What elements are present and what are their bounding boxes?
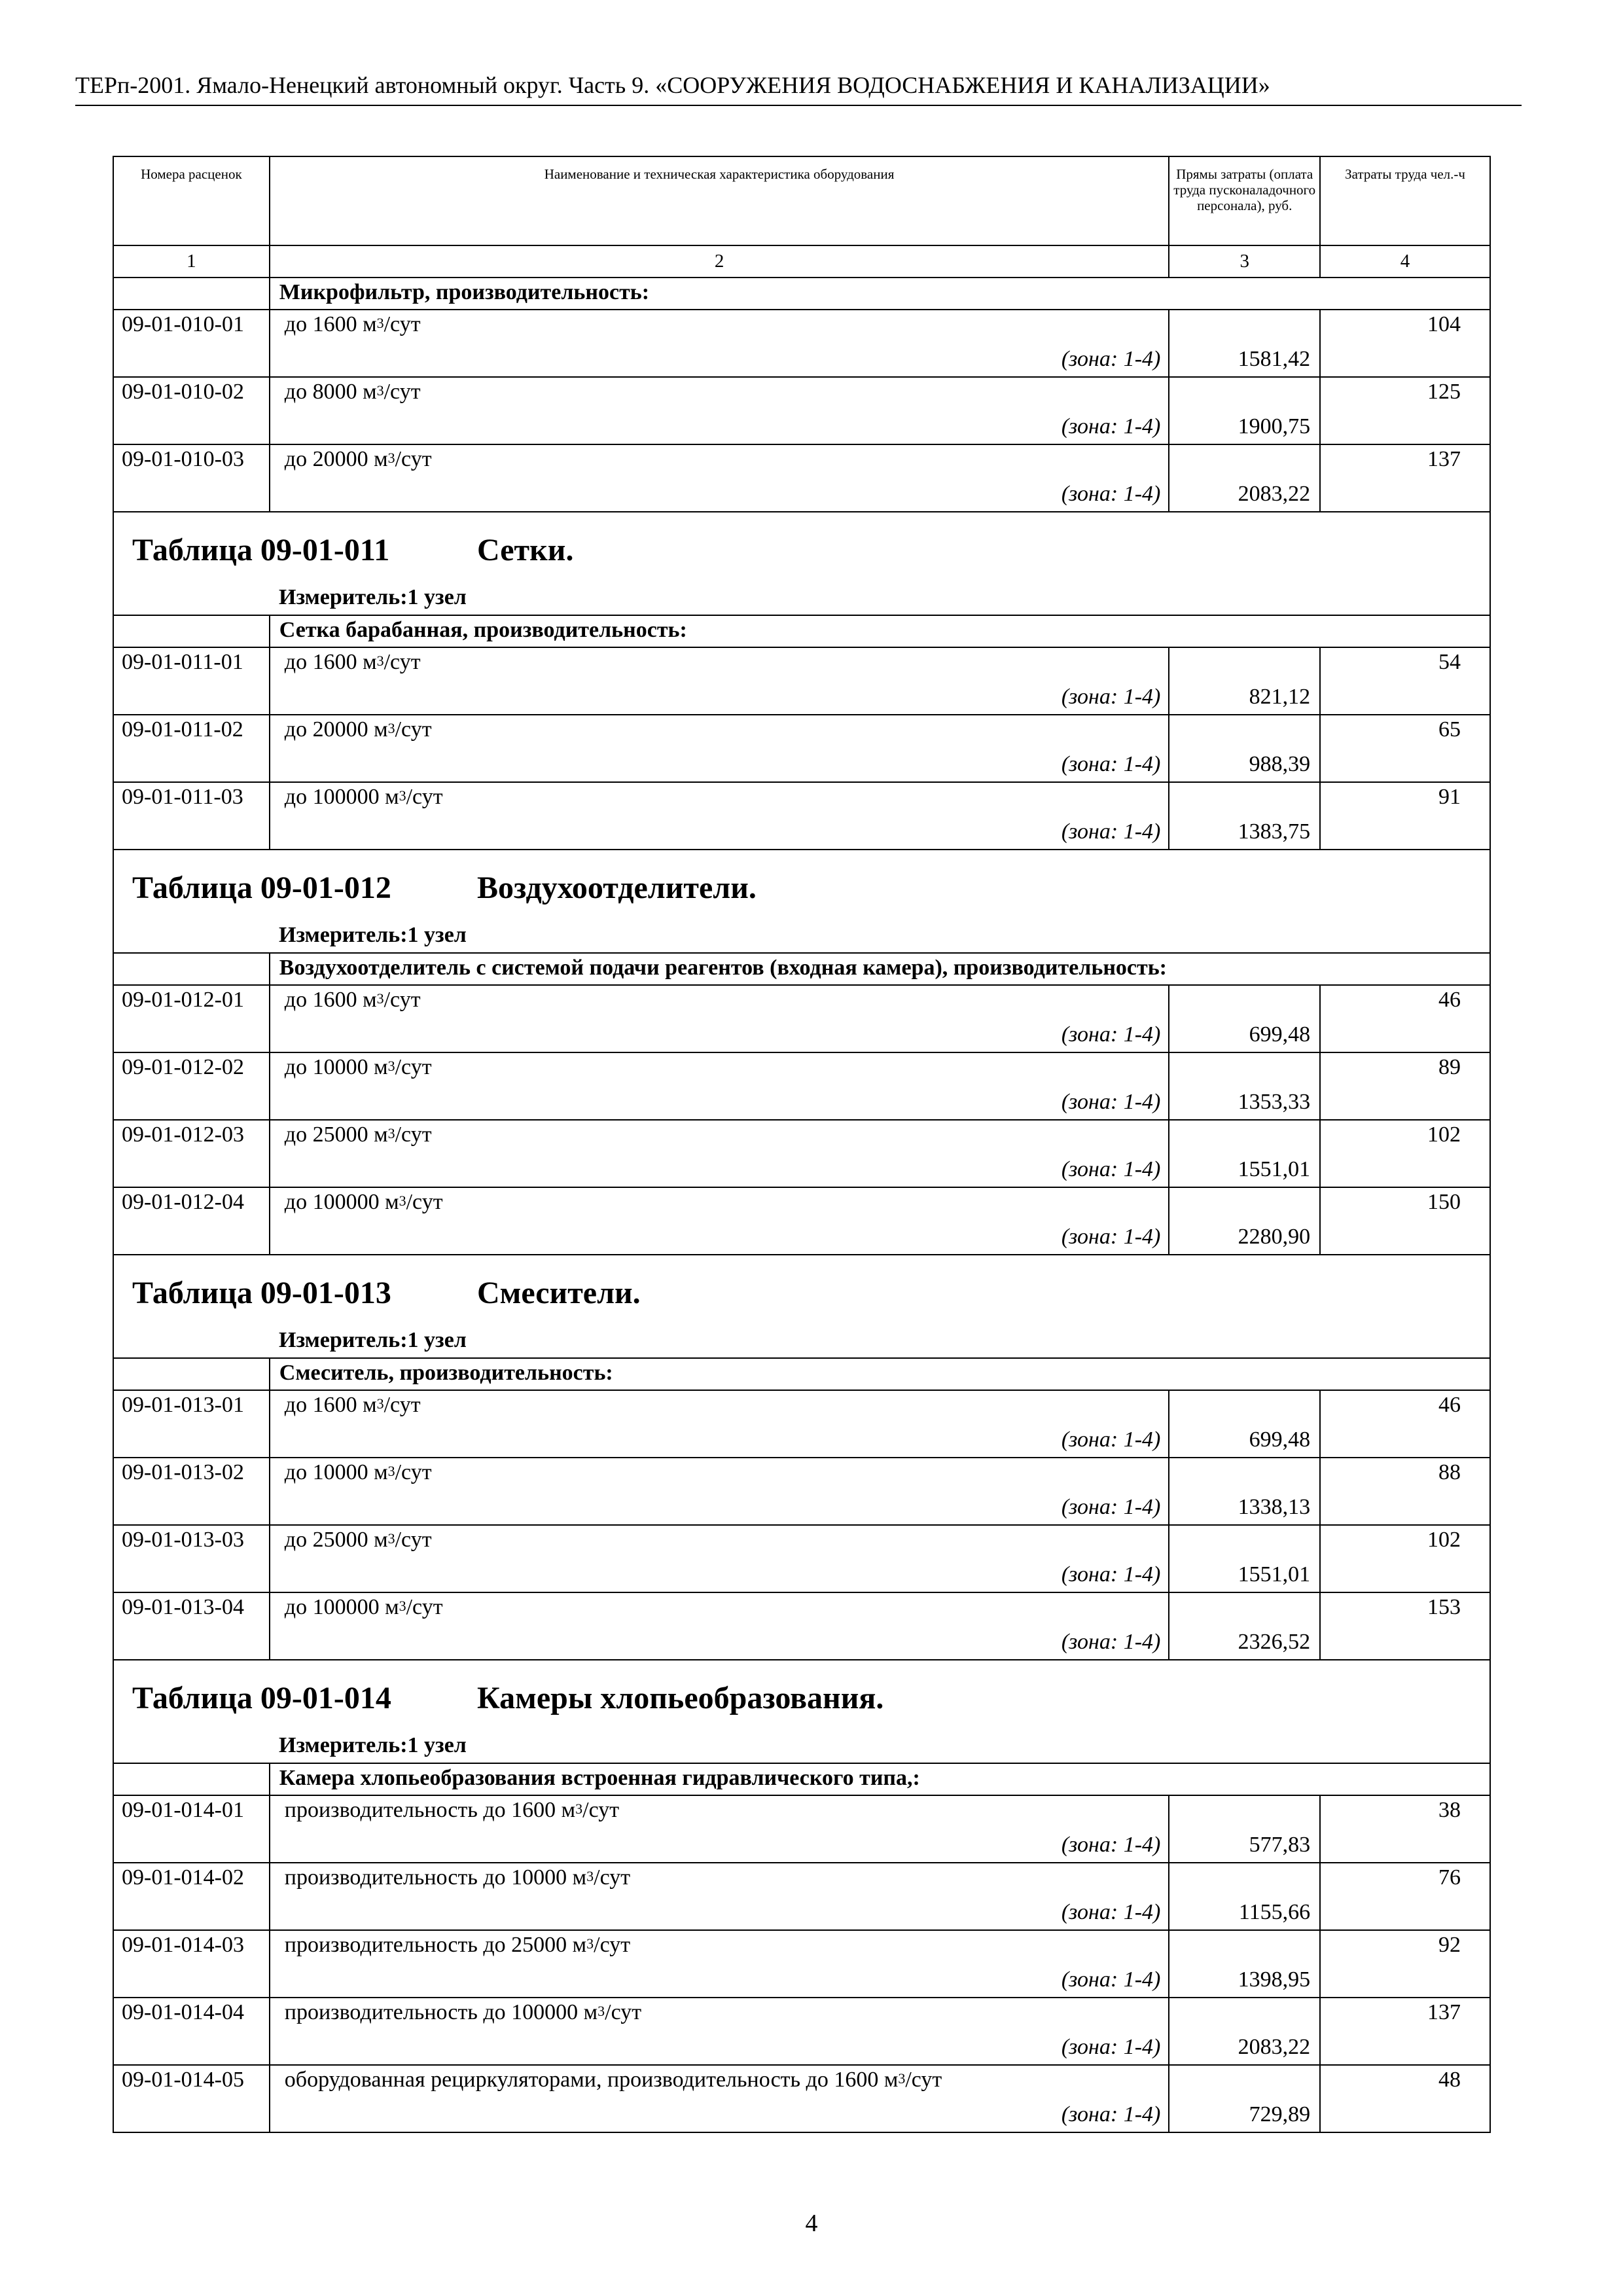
zone-label: (зона: 1-4) (1061, 685, 1161, 709)
labor-cost: 92 (1320, 1930, 1490, 1998)
rate-code: 09-01-013-01 (113, 1390, 270, 1458)
rate-code: 09-01-013-02 (113, 1458, 270, 1525)
table-row (113, 1052, 1490, 1120)
unit-cube: 3 (387, 450, 395, 466)
cost-cell (1169, 1863, 1320, 1930)
table-row (113, 1592, 1490, 1660)
table-row (113, 444, 1490, 512)
unit-m: м (883, 2068, 899, 2092)
capacity-text: до 10000 (284, 1460, 374, 1484)
labor-cost: 137 (1320, 1998, 1490, 2065)
cost-cell (1169, 1458, 1320, 1525)
column-number-row (113, 245, 1490, 278)
equipment-cell (270, 1592, 1169, 1660)
cost-cell (1169, 1525, 1320, 1592)
labor-cost: 76 (1320, 1863, 1490, 1930)
equipment-cell (270, 985, 1169, 1052)
unit-cube: 3 (376, 315, 384, 331)
table-row (113, 1795, 1490, 1863)
capacity-text: до 1600 (284, 312, 363, 336)
group-header-empty (113, 615, 270, 647)
rate-code: 09-01-011-02 (113, 715, 270, 782)
table-title-cell (113, 1255, 1490, 1327)
unit-cube: 3 (387, 1463, 395, 1479)
unit-cube: 3 (586, 1868, 594, 1884)
rate-code: 09-01-013-03 (113, 1525, 270, 1592)
measure-label: Измеритель:1 узел (279, 1733, 467, 1757)
capacity-text: до 25000 (284, 1528, 374, 1552)
rate-code: 09-01-010-03 (113, 444, 270, 512)
zone-label: (зона: 1-4) (1061, 2102, 1161, 2126)
table-title-cell (113, 512, 1490, 584)
capacity-text: производительность до 10000 (284, 1865, 573, 1890)
unit-m: м (374, 447, 388, 471)
labor-cost: 89 (1320, 1052, 1490, 1120)
table-row (113, 1930, 1490, 1998)
direct-cost: 2083,22 (1238, 2035, 1311, 2059)
table-row (113, 1863, 1490, 1930)
table-row (113, 1120, 1490, 1187)
col-header-name: Наименование и техническая характеристика оборудования (270, 156, 1169, 245)
cost-cell (1169, 715, 1320, 782)
table-number: Таблица 09-01-012 (132, 870, 391, 905)
rates-table (113, 156, 1491, 2133)
equipment-name (285, 1391, 421, 1420)
group-header: Сетка барабанная, производительность: (270, 615, 1490, 647)
group-header: Камера хлопьеобразования встроенная гидравлического типа,: (270, 1763, 1490, 1795)
capacity-text: производительность до 100000 (284, 2000, 584, 2024)
capacity-text: до 8000 (284, 380, 363, 404)
rate-code: 09-01-012-04 (113, 1187, 270, 1255)
table-number: Таблица 09-01-013 (132, 1276, 391, 1310)
direct-cost: 821,12 (1249, 685, 1311, 709)
unit-m: м (363, 312, 377, 336)
table-row (113, 715, 1490, 782)
rate-code: 09-01-014-05 (113, 2065, 270, 2132)
equipment-name (285, 1796, 619, 1825)
rate-code: 09-01-014-03 (113, 1930, 270, 1998)
zone-label: (зона: 1-4) (1061, 1630, 1161, 1654)
zone-label: (зона: 1-4) (1061, 1900, 1161, 1924)
direct-cost: 2326,52 (1238, 1630, 1311, 1654)
capacity-text: до 100000 (284, 1595, 385, 1619)
measure-cell (113, 1732, 1490, 1763)
labor-cost: 137 (1320, 444, 1490, 512)
direct-cost: 699,48 (1249, 1427, 1311, 1452)
equipment-name (285, 1121, 432, 1149)
cost-cell (1169, 1998, 1320, 2065)
rate-code: 09-01-014-01 (113, 1795, 270, 1863)
unit-cube: 3 (586, 1935, 594, 1952)
equipment-cell (270, 1187, 1169, 1255)
direct-cost: 1551,01 (1238, 1562, 1311, 1587)
unit-per-day: /сут (383, 650, 421, 674)
equipment-cell (270, 1863, 1169, 1930)
capacity-text: производительность до 25000 (284, 1933, 573, 1957)
direct-cost: 1581,42 (1238, 347, 1311, 371)
unit-cube: 3 (376, 990, 384, 1007)
unit-m: м (363, 380, 377, 404)
capacity-text: до 20000 (284, 717, 374, 742)
table-title-cell (113, 850, 1490, 922)
capacity-text: до 1600 (284, 1393, 363, 1417)
unit-per-day: /сут (594, 1933, 631, 1957)
unit-m: м (385, 785, 399, 809)
cost-cell (1169, 1052, 1320, 1120)
equipment-name (285, 1998, 641, 2027)
table-title (114, 512, 1489, 584)
labor-cost: 104 (1320, 310, 1490, 377)
direct-cost: 1900,75 (1238, 414, 1311, 439)
table-title-row (113, 1255, 1490, 1327)
direct-cost: 699,48 (1249, 1022, 1311, 1047)
cost-cell (1169, 2065, 1320, 2132)
labor-cost: 46 (1320, 985, 1490, 1052)
measure-cell (113, 922, 1490, 953)
direct-cost: 988,39 (1249, 752, 1311, 776)
capacity-text: оборудованная рециркуляторами, производительность до 1600 (284, 2068, 884, 2092)
rate-code: 09-01-012-02 (113, 1052, 270, 1120)
unit-m: м (374, 1122, 388, 1147)
labor-cost: 102 (1320, 1525, 1490, 1592)
cost-cell (1169, 1187, 1320, 1255)
unit-per-day: /сут (594, 1865, 631, 1890)
capacity-text: до 100000 (284, 1190, 385, 1214)
table-row (113, 985, 1490, 1052)
unit-m: м (572, 1933, 587, 1957)
labor-cost: 153 (1320, 1592, 1490, 1660)
equipment-cell (270, 1052, 1169, 1120)
group-header-empty (113, 278, 270, 310)
zone-label: (зона: 1-4) (1061, 1022, 1161, 1047)
unit-per-day: /сут (406, 785, 443, 809)
table-title (114, 1255, 1489, 1327)
rate-code: 09-01-011-03 (113, 782, 270, 850)
cost-cell (1169, 1795, 1320, 1863)
equipment-name (285, 1188, 443, 1217)
capacity-text: до 100000 (284, 785, 385, 809)
table-title-row (113, 850, 1490, 922)
direct-cost: 1155,66 (1238, 1900, 1311, 1924)
equipment-name (285, 310, 421, 339)
measure-cell (113, 584, 1490, 615)
zone-label: (зона: 1-4) (1061, 1495, 1161, 1519)
zone-label: (зона: 1-4) (1061, 1427, 1161, 1452)
direct-cost: 729,89 (1249, 2102, 1311, 2126)
unit-m: м (374, 1528, 388, 1552)
equipment-cell (270, 1998, 1169, 2065)
equipment-cell (270, 1795, 1169, 1863)
table-row (113, 647, 1490, 715)
rate-code: 09-01-014-02 (113, 1863, 270, 1930)
unit-cube: 3 (387, 1125, 395, 1141)
table-title-row (113, 512, 1490, 584)
table-row (113, 1998, 1490, 2065)
equipment-cell (270, 444, 1169, 512)
unit-cube: 3 (387, 720, 395, 736)
equipment-name (285, 1458, 432, 1487)
unit-per-day: /сут (582, 1798, 620, 1822)
zone-label: (зона: 1-4) (1061, 1562, 1161, 1587)
table-row (113, 1187, 1490, 1255)
equipment-name (285, 783, 443, 812)
cost-cell (1169, 377, 1320, 444)
running-header: ТЕРп-2001. Ямало-Ненецкий автономный округ. Часть 9. «СООРУЖЕНИЯ ВОДОСНАБЖЕНИЯ И КАНАЛИЗАЦИИ» (75, 71, 1522, 106)
unit-m: м (374, 717, 388, 742)
table-row (113, 1525, 1490, 1592)
group-header-empty (113, 953, 270, 985)
labor-cost: 46 (1320, 1390, 1490, 1458)
group-header-row (113, 1763, 1490, 1795)
unit-m: м (363, 1393, 377, 1417)
cost-cell (1169, 782, 1320, 850)
zone-label: (зона: 1-4) (1061, 1833, 1161, 1857)
zone-label: (зона: 1-4) (1061, 1225, 1161, 1249)
unit-m: м (583, 2000, 598, 2024)
zone-label: (зона: 1-4) (1061, 482, 1161, 506)
equipment-name (285, 648, 421, 677)
group-header-empty (113, 1358, 270, 1390)
cost-cell (1169, 1120, 1320, 1187)
unit-cube: 3 (399, 1598, 406, 1614)
labor-cost: 65 (1320, 715, 1490, 782)
capacity-text: производительность до 1600 (284, 1798, 562, 1822)
table-title-cell (113, 1660, 1490, 1732)
equipment-name (285, 986, 421, 1014)
col-num-4: 4 (1320, 245, 1490, 278)
zone-label: (зона: 1-4) (1061, 414, 1161, 439)
zone-label: (зона: 1-4) (1061, 752, 1161, 776)
zone-label: (зона: 1-4) (1061, 1157, 1161, 1181)
labor-cost: 88 (1320, 1458, 1490, 1525)
unit-cube: 3 (376, 382, 384, 399)
unit-per-day: /сут (395, 717, 432, 742)
group-header: Смеситель, производительность: (270, 1358, 1490, 1390)
labor-cost: 102 (1320, 1120, 1490, 1187)
unit-per-day: /сут (406, 1190, 443, 1214)
measure-label: Измеритель:1 узел (279, 585, 467, 609)
col-header-labor: Затраты труда чел.-ч (1320, 156, 1490, 245)
capacity-text: до 10000 (284, 1055, 374, 1079)
group-header: Воздухоотделитель с системой подачи реагентов (входная камера), производительность: (270, 953, 1490, 985)
table-title-row (113, 1660, 1490, 1732)
table-number: Таблица 09-01-014 (132, 1681, 391, 1715)
direct-cost: 1398,95 (1238, 1967, 1311, 1992)
unit-per-day: /сут (395, 1460, 432, 1484)
group-header-row (113, 615, 1490, 647)
labor-cost: 54 (1320, 647, 1490, 715)
unit-cube: 3 (376, 653, 384, 669)
unit-per-day: /сут (406, 1595, 443, 1619)
unit-cube: 3 (399, 787, 406, 804)
unit-m: м (572, 1865, 587, 1890)
unit-per-day: /сут (395, 1528, 432, 1552)
table-row (113, 782, 1490, 850)
rate-code: 09-01-013-04 (113, 1592, 270, 1660)
unit-m: м (385, 1595, 399, 1619)
capacity-text: до 1600 (284, 988, 363, 1012)
table-title (114, 850, 1489, 922)
zone-label: (зона: 1-4) (1061, 1967, 1161, 1992)
unit-per-day: /сут (605, 2000, 642, 2024)
group-header-empty (113, 1763, 270, 1795)
labor-cost: 91 (1320, 782, 1490, 850)
equipment-name (285, 1931, 630, 1960)
equipment-name (285, 378, 421, 406)
equipment-name (285, 2066, 942, 2094)
capacity-text: до 1600 (284, 650, 363, 674)
col-num-1: 1 (113, 245, 270, 278)
equipment-name (285, 445, 432, 474)
zone-label: (зона: 1-4) (1061, 1090, 1161, 1114)
direct-cost: 1383,75 (1238, 819, 1311, 844)
unit-m: м (385, 1190, 399, 1214)
measure-label: Измеритель:1 узел (279, 1328, 467, 1352)
unit-per-day: /сут (383, 1393, 421, 1417)
equipment-cell (270, 1390, 1169, 1458)
zone-label: (зона: 1-4) (1061, 347, 1161, 371)
measure-row (113, 1732, 1490, 1763)
direct-cost: 2083,22 (1238, 482, 1311, 506)
labor-cost: 150 (1320, 1187, 1490, 1255)
equipment-name (285, 1863, 630, 1892)
unit-per-day: /сут (395, 1055, 432, 1079)
capacity-text: до 25000 (284, 1122, 374, 1147)
cost-cell (1169, 1592, 1320, 1660)
equipment-cell (270, 715, 1169, 782)
measure-row (113, 1327, 1490, 1358)
rate-code: 09-01-012-01 (113, 985, 270, 1052)
direct-cost: 1338,13 (1238, 1495, 1311, 1519)
group-header-row (113, 1358, 1490, 1390)
equipment-name (285, 715, 432, 744)
cost-cell (1169, 444, 1320, 512)
cost-cell (1169, 1390, 1320, 1458)
zone-label: (зона: 1-4) (1061, 819, 1161, 844)
unit-per-day: /сут (383, 988, 421, 1012)
unit-per-day: /сут (383, 312, 421, 336)
equipment-name (285, 1053, 432, 1082)
zone-label: (зона: 1-4) (1061, 2035, 1161, 2059)
unit-cube: 3 (387, 1530, 395, 1547)
unit-cube: 3 (399, 1193, 406, 1209)
equipment-cell (270, 1120, 1169, 1187)
equipment-name (285, 1526, 432, 1554)
measure-row (113, 584, 1490, 615)
col-num-3: 3 (1169, 245, 1320, 278)
page-number: 4 (805, 2210, 818, 2237)
cost-cell (1169, 647, 1320, 715)
unit-m: м (374, 1055, 388, 1079)
equipment-name (285, 1593, 443, 1622)
unit-m: м (363, 650, 377, 674)
direct-cost: 1551,01 (1238, 1157, 1311, 1181)
unit-m: м (374, 1460, 388, 1484)
table-name: Камеры хлопьеобразования. (477, 1681, 884, 1715)
group-header: Микрофильтр, производительность: (270, 278, 1490, 310)
capacity-text: до 20000 (284, 447, 374, 471)
labor-cost: 125 (1320, 377, 1490, 444)
equipment-cell (270, 310, 1169, 377)
measure-cell (113, 1327, 1490, 1358)
col-header-codes: Номера расценок (113, 156, 270, 245)
cost-cell (1169, 985, 1320, 1052)
table-row (113, 1458, 1490, 1525)
table-name: Воздухоотделители. (477, 870, 757, 905)
equipment-cell (270, 782, 1169, 850)
direct-cost: 1353,33 (1238, 1090, 1311, 1114)
unit-cube: 3 (376, 1395, 384, 1412)
unit-cube: 3 (597, 2003, 605, 2019)
table-name: Сетки. (477, 533, 574, 567)
unit-cube: 3 (387, 1058, 395, 1074)
equipment-cell (270, 2065, 1169, 2132)
unit-per-day: /сут (905, 2068, 942, 2092)
direct-cost: 2280,90 (1238, 1225, 1311, 1249)
unit-m: м (561, 1798, 576, 1822)
table-row (113, 1390, 1490, 1458)
rate-code: 09-01-010-02 (113, 377, 270, 444)
unit-m: м (363, 988, 377, 1012)
unit-cube: 3 (898, 2070, 906, 2087)
unit-per-day: /сут (395, 1122, 432, 1147)
rate-code: 09-01-012-03 (113, 1120, 270, 1187)
equipment-cell (270, 377, 1169, 444)
table-header-row (113, 156, 1490, 245)
direct-cost: 577,83 (1249, 1833, 1311, 1857)
table-number: Таблица 09-01-011 (132, 533, 390, 567)
unit-cube: 3 (575, 1801, 583, 1817)
cost-cell (1169, 1930, 1320, 1998)
group-header-row (113, 953, 1490, 985)
col-num-2: 2 (270, 245, 1169, 278)
equipment-cell (270, 1930, 1169, 1998)
rate-code: 09-01-010-01 (113, 310, 270, 377)
group-header-row (113, 278, 1490, 310)
table-row (113, 310, 1490, 377)
rate-code: 09-01-011-01 (113, 647, 270, 715)
table-row (113, 2065, 1490, 2132)
unit-per-day: /сут (383, 380, 421, 404)
equipment-cell (270, 647, 1169, 715)
table-name: Смесители. (477, 1276, 641, 1310)
cost-cell (1169, 310, 1320, 377)
table-title (114, 1660, 1489, 1732)
col-header-direct-costs: Прямы затраты (оплата труда пусконаладочного персонала), руб. (1169, 156, 1320, 245)
equipment-cell (270, 1458, 1169, 1525)
equipment-cell (270, 1525, 1169, 1592)
labor-cost: 48 (1320, 2065, 1490, 2132)
measure-label: Измеритель:1 узел (279, 923, 467, 947)
labor-cost: 38 (1320, 1795, 1490, 1863)
measure-row (113, 922, 1490, 953)
unit-per-day: /сут (395, 447, 432, 471)
rate-code: 09-01-014-04 (113, 1998, 270, 2065)
table-row (113, 377, 1490, 444)
